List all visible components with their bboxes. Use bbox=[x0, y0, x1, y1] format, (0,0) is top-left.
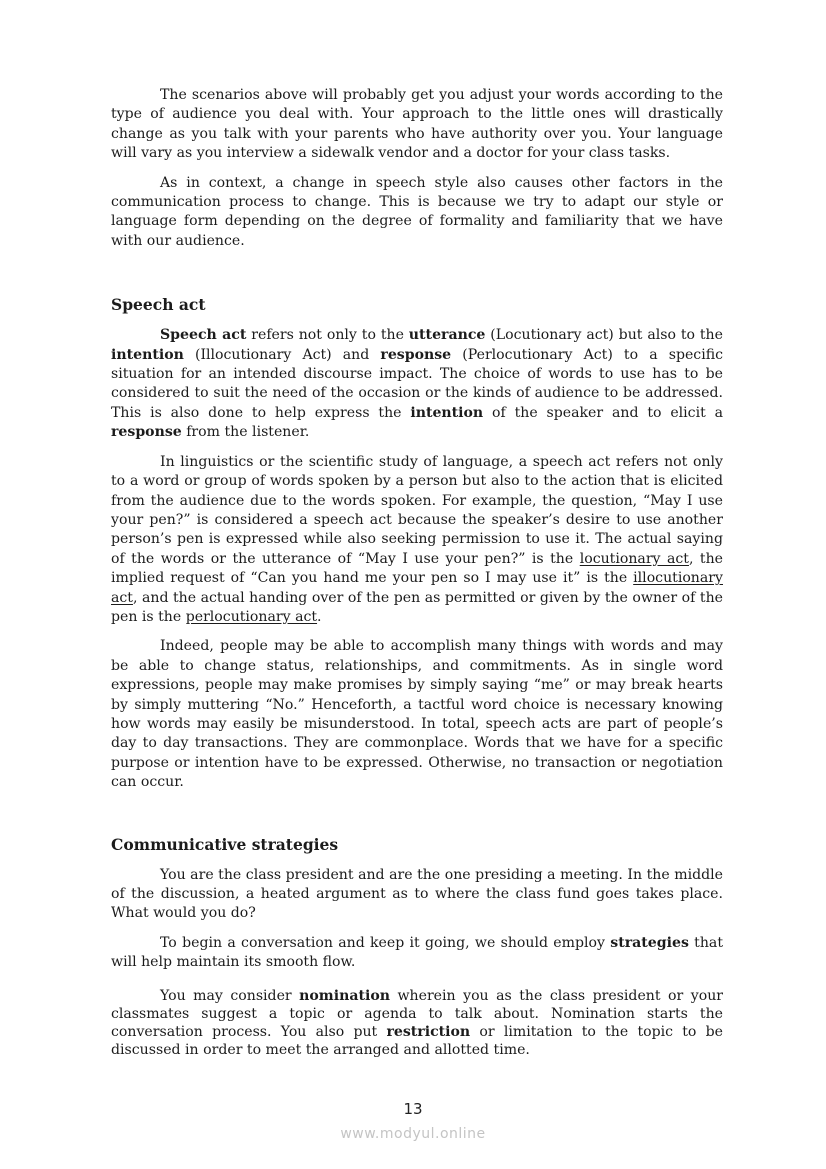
term-intention: intention bbox=[111, 346, 184, 363]
paragraph-strategies: To begin a conversation and keep it going, we should employ strategies that will help maintain its smooth flow. bbox=[111, 934, 723, 971]
heading-speech-act: Speech act bbox=[111, 295, 206, 315]
page-body bbox=[111, 86, 723, 1059]
term-nomination: nomination bbox=[299, 987, 390, 1004]
term-speech-act: Speech act bbox=[160, 327, 247, 344]
watermark: www.modyul.online bbox=[340, 1126, 486, 1142]
paragraph-speech-act-definition: Speech act refers not only to the utterance (Locutionary act) but also to the intention (Illocutionary Act) and response (Perlocutionary Act) to a specific situation for an intended discourse impact. The choice of words to use has to be considered to suit the need of the occasion or the kinds of audience to be addressed. This is also done to help express the intention of the speaker and to elicit a response from the listener. bbox=[111, 327, 724, 441]
paragraph-scenarios: The scenarios above will probably get you adjust your words according to the type of audience you deal with. Your approach to the little ones will drastically change as you talk with your parents who have authority over you. Your language will vary as you interview a sidewalk vendor and a doctor for your class tasks. bbox=[111, 87, 723, 162]
heading-communicative-strategies: Communicative strategies bbox=[111, 834, 339, 854]
term-intention-2: intention bbox=[410, 404, 484, 421]
term-utterance: utterance bbox=[408, 327, 486, 344]
paragraph-linguistics: In linguistics or the scientific study of language, a speech act refers not only to a word or group of words spoken by a person but also to the action that is elicited from the audience due to the words spoken. For example, the question, “May I use your pen?” is considered a speech act because the speaker’s desire to use another person’s pen is expressed while also seeking permission to use it. The actual saying of the words or the utterance of “May I use your pen?” is the locutionary act, the implied request of “Can you hand me your pen so I may use it” is the illocutionary act, and the actual handing over of the pen as permitted or given by the owner of the pen is the perlocutionary act. bbox=[111, 453, 724, 625]
term-perlocutionary-act: perlocutionary act bbox=[185, 608, 318, 625]
paragraph-nomination: You may consider nomination wherein you as the class president or your classmates suggest a topic or agenda to talk about. Nomination starts the conversation process. You also put restriction or limitation to the topic to be discussed in order to meet the arranged and allotted time. bbox=[111, 987, 724, 1059]
term-locutionary-act: locutionary act bbox=[579, 550, 689, 567]
page-number: 13 bbox=[403, 1100, 423, 1118]
term-strategies: strategies bbox=[610, 934, 689, 951]
paragraph-indeed: Indeed, people may be able to accomplish many things with words and may be able to change status, relationships, and commitments. As in single word expressions, people may make promises by simply saying “me” or may break hearts by simply muttering “No.” Henceforth, a tactful word choice is necessary knowing how words may easily be misunderstood. In total, speech acts are part of people’s day to day transactions. They are commonplace. Words that we have for a specific purpose or intention have to be expressed. Otherwise, no transaction or negotiation can occur. bbox=[111, 638, 723, 791]
paragraph-speech-style: As in context, a change in speech style also causes other factors in the communication process to change. This is because we try to adapt our style or language form depending on the degree of formality and familiarity that we have with our audience. bbox=[111, 174, 723, 249]
term-response: response bbox=[380, 346, 452, 363]
term-illocutionary-act: illocutionary act bbox=[111, 570, 723, 606]
term-restriction: restriction bbox=[386, 1024, 471, 1041]
paragraph-class-president: You are the class president and are the one presiding a meeting. In the middle of the discussion, a heated argument as to where the class fund goes takes place. What would you do? bbox=[111, 866, 723, 922]
term-response-2: response bbox=[111, 424, 182, 441]
